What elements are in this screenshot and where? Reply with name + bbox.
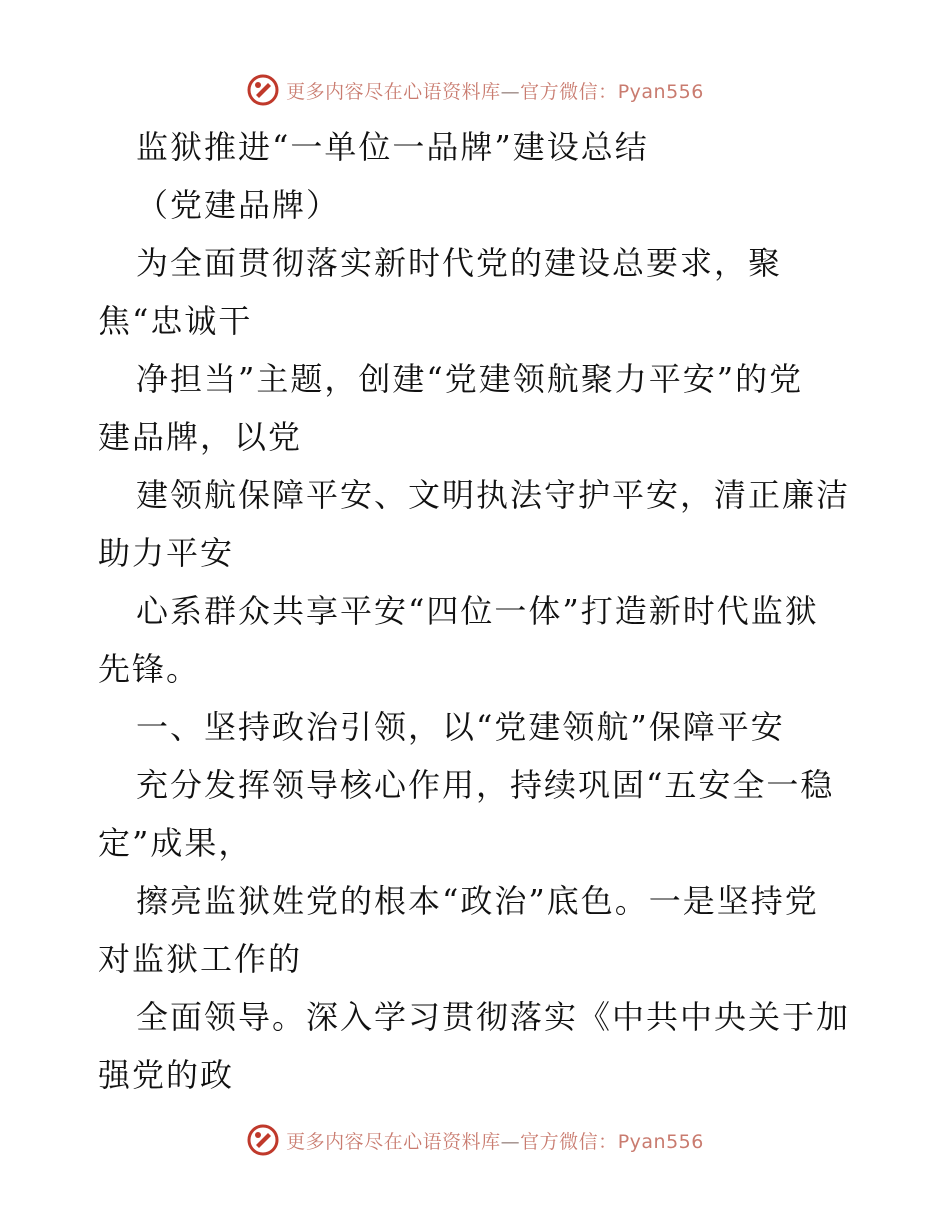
document-line: 强党的政	[98, 1056, 235, 1094]
document-line: 一、坚持政治引领，以“党建领航”保障平安	[136, 708, 785, 746]
watermark-main-text: 更多内容尽在心语资料库	[286, 80, 501, 103]
document-line: 全面领导。深入学习贯彻落实《中共中央关于加	[136, 998, 851, 1036]
document-body	[98, 118, 858, 1104]
document-line: 建领航保障平安、文明执法守护平安，清正廉洁	[136, 476, 851, 514]
watermark-account-label: 官方微信：	[520, 80, 618, 103]
document-line: 焦“忠诚干	[98, 302, 253, 340]
watermark-separator: —	[500, 80, 521, 103]
document-line: （党建品牌）	[136, 186, 341, 224]
watermark-main-text: 更多内容尽在心语资料库	[286, 1130, 501, 1153]
watermark-account-label: 官方微信：	[520, 1130, 618, 1153]
document-line: 先锋。	[98, 650, 201, 688]
document-line: 监狱推进“一单位一品牌”建设总结	[136, 128, 649, 166]
header-watermark-banner	[0, 70, 950, 110]
document-line: 净担当”主题，创建“党建领航聚力平安”的党	[136, 360, 804, 398]
document-line: 定”成果，	[98, 824, 253, 862]
document-line: 充分发挥领导核心作用，持续巩固“五安全一稳	[136, 766, 835, 804]
footer-watermark-text	[286, 1127, 704, 1154]
document-line: 建品牌，以党	[98, 418, 303, 456]
seal-logo-icon	[246, 73, 280, 107]
document-line: 擦亮监狱姓党的根本“政治”底色。一是坚持党	[136, 882, 819, 920]
seal-logo-icon	[246, 1123, 280, 1157]
footer-watermark-banner	[0, 1120, 950, 1160]
document-line: 心系群众共享平安“四位一体”打造新时代监狱	[136, 592, 819, 630]
watermark-separator: —	[500, 1130, 521, 1153]
document-line: 为全面贯彻落实新时代党的建设总要求，聚	[136, 244, 783, 282]
watermark-account-id: Pyan556	[617, 80, 704, 103]
document-line: 对监狱工作的	[98, 940, 303, 978]
header-watermark-text	[286, 77, 704, 104]
document-line: 助力平安	[98, 534, 235, 572]
watermark-account-id: Pyan556	[617, 1130, 704, 1153]
